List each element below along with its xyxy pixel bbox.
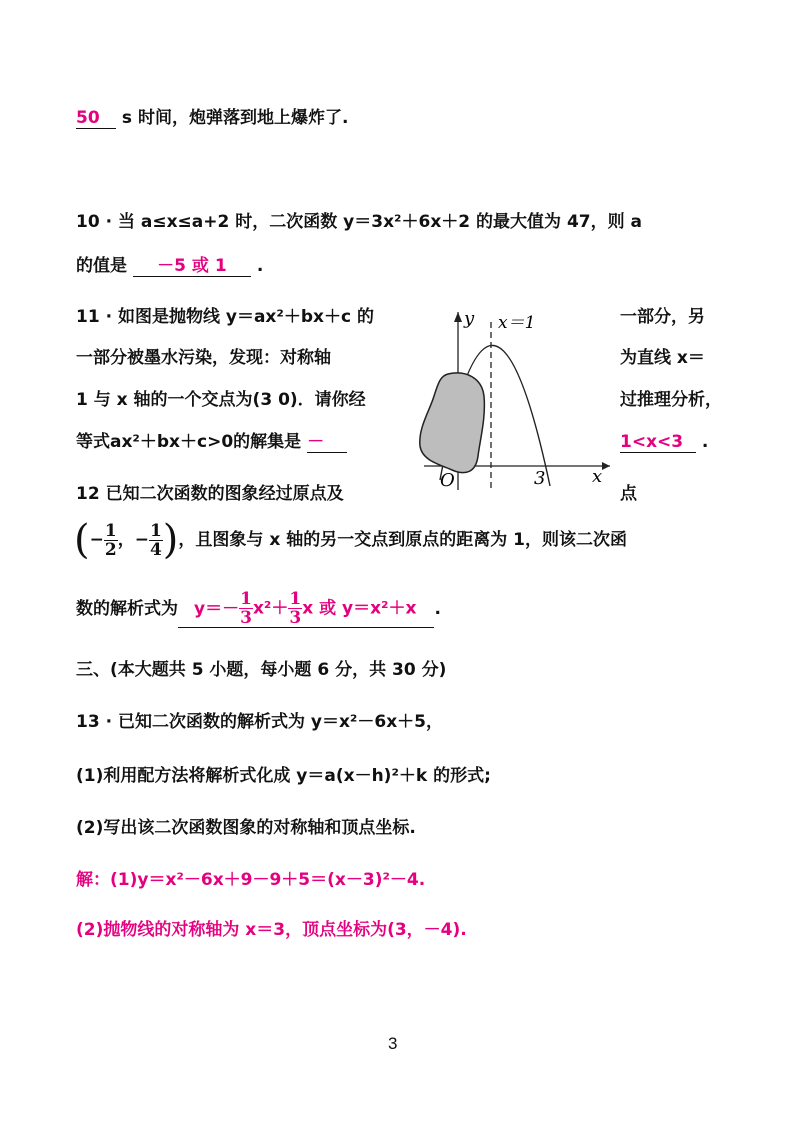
ans-frac1-denominator: 3 [240,608,252,628]
q12-answer [178,590,434,628]
frac1-denominator: 2 [104,539,117,560]
q11-line1-right: 一部分，另 [620,307,705,327]
frac1-numerator: 1 [104,520,117,541]
parabola-figure [412,300,612,500]
q10-answer: －5 或 1 [133,256,251,277]
q12-line2 [74,517,627,563]
x-axis-label: x [592,466,603,487]
q10-line1: 10 · 当 a≤x≤a+2 时，二次函数 y＝3x²＋6x＋2 的最大值为 47，则 a [76,212,643,232]
q11-line4-text: 等式ax²＋bx＋c>0的解集是 [76,432,302,452]
q12-ans-part-a: y＝－ [194,598,240,619]
q12-line2-text: ，且图象与 x 轴的另一交点到原点的距离为 1，则该二次函 [178,530,627,550]
section-3-title: 三、(本大题共 5 小题，每小题 6 分，共 30 分) [76,660,447,680]
q12-line1-right: 点 [620,484,637,504]
origin-label: O [440,470,455,491]
page-number: 3 [388,1034,398,1053]
q11-line1-left: 11 · 如图是抛物线 y＝ax²＋bx＋c 的 [76,307,374,327]
q9-tail [76,106,348,130]
q13-stem: 13 · 已知二次函数的解析式为 y＝x²－6x＋5， [76,712,443,732]
ans-frac2-numerator: 1 [289,589,302,609]
q11-line2-left: 一部分被墨水污染，发现：对称轴 [76,348,331,368]
q11-answer-left: － [307,432,347,453]
q12-period: . [434,599,441,619]
frac2-denominator: 4 [149,539,162,560]
q12-line1: 12 已知二次函数的图象经过原点及 [76,484,344,504]
frac2-numerator: 1 [149,520,162,541]
y-axis-arrow [454,312,462,322]
q11-answer-right: 1<x<3 [620,432,696,453]
q11-line4-left [76,430,347,454]
root-label: 3 [534,468,546,489]
q10-prefix: 的值是 [76,256,127,276]
q9-tail-text: s 时间，炮弹落到地上爆炸了. [121,108,349,128]
right-paren: ) [162,517,179,563]
symmetry-line-label: x＝1 [498,313,536,333]
q12-ans-part-b: x²＋ [252,598,289,619]
ans-frac2-denominator: 3 [289,608,302,628]
x-axis-arrow [602,462,610,470]
q11-line3-left: 1 与 x 轴的一个交点为(3 0)．请你经 [76,390,366,410]
minus-sign: − [89,530,104,550]
q12-line3 [76,590,441,628]
q13-part1: (1)利用配方法将解析式化成 y＝a(x－h)²＋k 的形式; [76,766,491,786]
ans-frac1-numerator: 1 [240,589,252,609]
y-axis-label: y [464,308,475,329]
q11-line4-right [620,430,708,454]
ink-blot [420,373,485,473]
fraction-half [104,522,118,559]
q13-part2: (2)写出该二次函数图象的对称轴和顶点坐标. [76,818,416,838]
q11-line3-right: 过推理分析， [620,390,722,410]
q11-line2-right: 为直线 x＝ [620,348,705,368]
q12-ans-frac1 [239,590,253,627]
q12-prefix: 数的解析式为 [76,599,178,619]
q10-line2 [76,254,263,278]
q13-solution2: (2)抛物线的对称轴为 x＝3，顶点坐标为(3，－4). [76,920,467,940]
q10-period: . [256,256,264,276]
q11-period: . [701,432,709,452]
q13-solution1: 解：(1)y＝x²－6x＋9－9＋5＝(x－3)²－4. [76,870,426,890]
fraction-quarter [149,522,163,559]
q12-ans-part-c: x 或 y＝x²＋x [302,598,417,619]
q12-ans-frac2 [288,590,302,627]
q9-answer-blank: 50 [76,108,116,129]
left-paren: ( [74,517,90,563]
comma: ，− [117,530,149,550]
